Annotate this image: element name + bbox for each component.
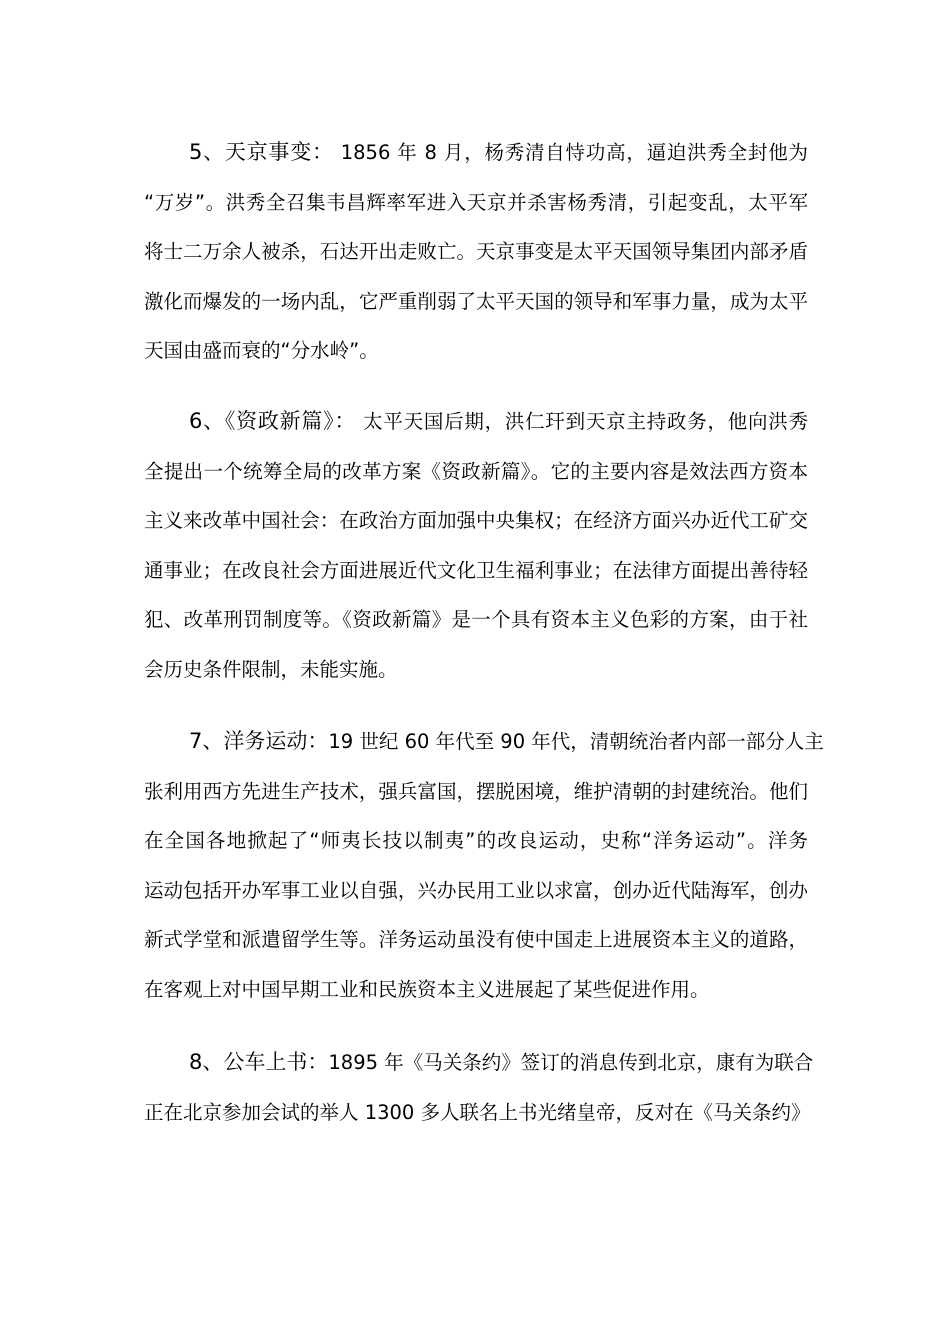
entry-term: 6、《资政新篇》： xyxy=(189,409,357,433)
entry-line: 全提出一个统筹全局的改革方案《资政新篇》。它的主要内容是效法西方资本 xyxy=(144,459,808,483)
entry-line: 犯、改革刑罚制度等。《资政新篇》是一个具有资本主义色彩的方案，由于社 xyxy=(144,608,808,631)
entry-term: 8、公车上书： xyxy=(189,1050,329,1074)
entry-line: 运动包括开办军事工业以自强，兴办民用工业以求富，创办近代陆海军，创办 xyxy=(144,878,808,902)
entry-line: “万岁”。洪秀全召集韦昌辉率军进入天京并杀害杨秀清，引起变乱，太平军 xyxy=(144,190,808,214)
entry-line: 张利用西方先进生产技术，强兵富国，摆脱困境，维护清朝的封建统治。他们 xyxy=(144,779,808,803)
entry-line: 天国由盛而衰的“分水岭”。 xyxy=(144,339,379,362)
entry-line: 主义来改革中国社会：在政治方面加强中央集权；在经济方面兴办近代工矿交 xyxy=(144,509,808,532)
entry-line: 新式学堂和派遣留学生等。洋务运动虽没有使中国走上进展资本主义的道路， xyxy=(144,928,808,951)
entry-text: 1856 年 8 月，杨秀清自恃功高，逼迫洪秀全封他为 xyxy=(340,141,808,164)
entry-westernization-movement xyxy=(144,717,824,1014)
entry-term: 5、天京事变： xyxy=(189,140,334,164)
entry-first-line xyxy=(144,1038,814,1088)
entry-zizheng-xinpian xyxy=(144,397,808,694)
entry-text: 1895 年《马关条约》签订的消息传到北京，康有为联合 xyxy=(328,1051,814,1074)
entry-line: 通事业；在改良社会方面进展近代文化卫生福利事业；在法律方面提出善待轻 xyxy=(144,558,808,582)
entry-gongche-shangshu xyxy=(144,1038,814,1137)
entry-line: 会历史条件限制，未能实施。 xyxy=(144,657,398,681)
entry-tianjing-incident xyxy=(144,128,808,376)
entry-text: 19 世纪 60 年代至 90 年代，清朝统治者内部一部分人主 xyxy=(328,730,824,753)
entry-line: 在全国各地掀起了“师夷长技以制夷”的改良运动，史称“洋务运动”。洋务 xyxy=(144,829,808,852)
entry-first-line xyxy=(144,397,808,447)
entry-line: 将士二万余人被杀，石达开出走败亡。天京事变是太平天国领导集团内部矛盾 xyxy=(144,240,808,263)
entry-first-line xyxy=(144,717,824,767)
entry-term: 7、洋务运动： xyxy=(189,729,329,753)
entry-line: 在客观上对中国早期工业和民族资本主义进展起了某些促进作用。 xyxy=(144,977,710,1001)
entry-line: 正在北京参加会试的举人 1300 多人联名上书光绪皇帝，反对在《马关条约》 xyxy=(144,1100,811,1124)
entry-text: 太平天国后期，洪仁玕到天京主持政务，他向洪秀 xyxy=(363,410,808,433)
entry-line: 激化而爆发的一场内乱，它严重削弱了太平天国的领导和军事力量，成为太平 xyxy=(144,289,808,313)
entry-first-line xyxy=(144,128,808,178)
